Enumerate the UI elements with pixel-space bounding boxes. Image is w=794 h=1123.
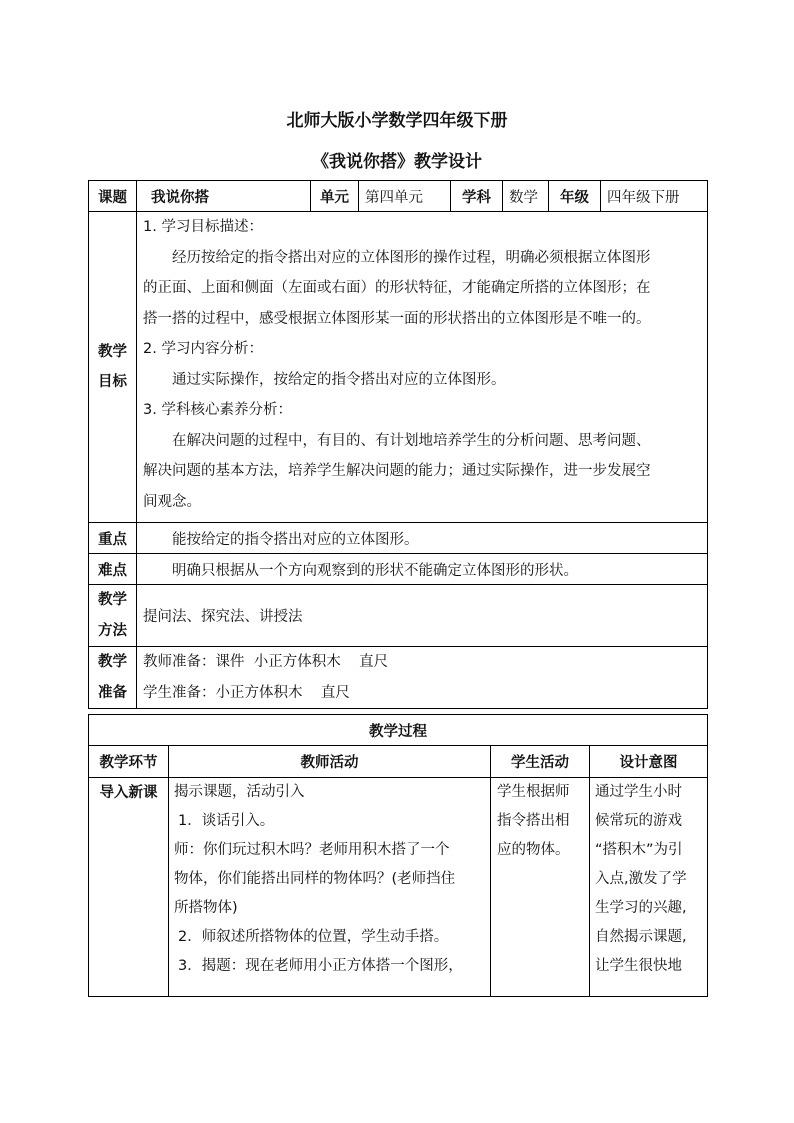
column-header-teacher: 教师活动 [169, 746, 491, 778]
teaching-process-table [88, 714, 708, 997]
objectives-line: 的正面、上面和侧面（左面或右面）的形状特征，才能确定所搭的立体图形；在 [143, 280, 651, 296]
objectives-line: 2. 学习内容分析： [143, 341, 263, 357]
difficulty-label: 难点 [89, 554, 137, 585]
objectives-content [137, 212, 708, 523]
column-header-intent: 设计意图 [590, 746, 708, 778]
column-header-student: 学生活动 [491, 746, 590, 778]
topic-value: 我说你搭 [137, 181, 311, 212]
difficulty-value: 明确只根据从一个方向观察到的形状不能确定立体图形的形状。 [137, 554, 708, 585]
objectives-line: 间观念。 [143, 493, 201, 510]
teacher-activity-line: 物体，你们能搭出同样的物体吗？(老师挡住 [174, 871, 456, 887]
teacher-activity-line: 1．谈话引入。 [178, 813, 275, 829]
process-column-header-row [89, 746, 708, 778]
method-row [89, 585, 708, 647]
teacher-activity-line: 2．师叙述所搭物体的位置，学生动手搭。 [178, 929, 449, 945]
process-row-intro [89, 778, 708, 997]
teacher-activity-line: 师：你们玩过积木吗？老师用积木搭了一个 [174, 842, 450, 858]
process-heading: 教学过程 [89, 715, 708, 746]
teacher-activity-line: 3．揭题：现在老师用小正方体搭一个图形， [178, 958, 463, 974]
design-intent-line: 让学生很快地 [595, 958, 682, 974]
column-header-stage: 教学环节 [89, 746, 169, 778]
teacher-activity-cell [169, 778, 491, 997]
teacher-activity-line: 揭示课题，活动引入 [174, 784, 305, 800]
topic-label: 课题 [89, 181, 137, 212]
process-heading-row [89, 715, 708, 746]
student-activity-line: 指令搭出相 [497, 813, 570, 829]
student-activity-line: 应的物体。 [497, 842, 570, 858]
design-intent-line: 入点,激发了学 [595, 871, 687, 887]
design-intent-line: “搭积木”为引 [595, 842, 683, 858]
objectives-label: 教学 目标 [89, 212, 137, 523]
objectives-line: 3. 学科核心素养分析： [143, 402, 292, 418]
design-intent-line: 通过学生小时 [595, 784, 682, 800]
subject-label: 学科 [451, 181, 503, 212]
design-intent-line: 自然揭示课题, [595, 929, 687, 945]
method-value: 提问法、探究法、讲授法 [137, 585, 708, 647]
document-subtitle: 《我说你搭》教学设计 [312, 152, 482, 172]
prep-row [89, 647, 708, 709]
design-intent-cell [590, 778, 708, 997]
objectives-line: 经历按给定的指令搭出对应的立体图形的操作过程，明确必须根据立体图形 [172, 249, 651, 266]
objectives-row [89, 212, 708, 523]
objectives-line: 在解决问题的过程中，有目的、有计划地培养学生的分析问题、思考问题、 [172, 432, 651, 449]
grade-value: 四年级下册 [601, 181, 708, 212]
student-activity-line: 学生根据师 [497, 784, 570, 800]
prep-student: 学生准备：小正方体积木 直尺 [143, 684, 350, 701]
prep-label: 教学 准备 [89, 647, 137, 709]
design-intent-line: 候常玩的游戏 [595, 813, 682, 829]
grade-label: 年级 [549, 181, 601, 212]
objectives-line: 1. 学习目标描述： [143, 219, 263, 235]
objectives-line: 搭一搭的过程中，感受根据立体图形某一面的形状搭出的立体图形是不唯一的。 [143, 310, 651, 327]
unit-value: 第四单元 [359, 181, 451, 212]
key-point-value: 能按给定的指令搭出对应的立体图形。 [137, 523, 708, 554]
difficulty-row [89, 554, 708, 585]
stage-cell: 导入新课 [89, 778, 169, 997]
design-intent-line: 生学习的兴趣, [595, 900, 687, 916]
student-activity-cell [491, 778, 590, 997]
prep-content [137, 647, 708, 709]
key-point-label: 重点 [89, 523, 137, 554]
prep-teacher: 教师准备：课件 小正方体积木 直尺 [143, 654, 389, 670]
lesson-info-table [88, 180, 708, 709]
unit-label: 单元 [311, 181, 359, 212]
header-row [89, 181, 708, 212]
teacher-activity-line: 所搭物体) [174, 900, 238, 916]
objectives-line: 通过实际操作，按给定的指令搭出对应的立体图形。 [172, 371, 506, 388]
method-label: 教学 方法 [89, 585, 137, 647]
document-title: 北师大版小学数学四年级下册 [286, 111, 508, 131]
subject-value: 数学 [503, 181, 549, 212]
objectives-line: 解决问题的基本方法，培养学生解决问题的能力；通过实际操作，进一步发展空 [143, 463, 651, 479]
key-point-row [89, 523, 708, 554]
